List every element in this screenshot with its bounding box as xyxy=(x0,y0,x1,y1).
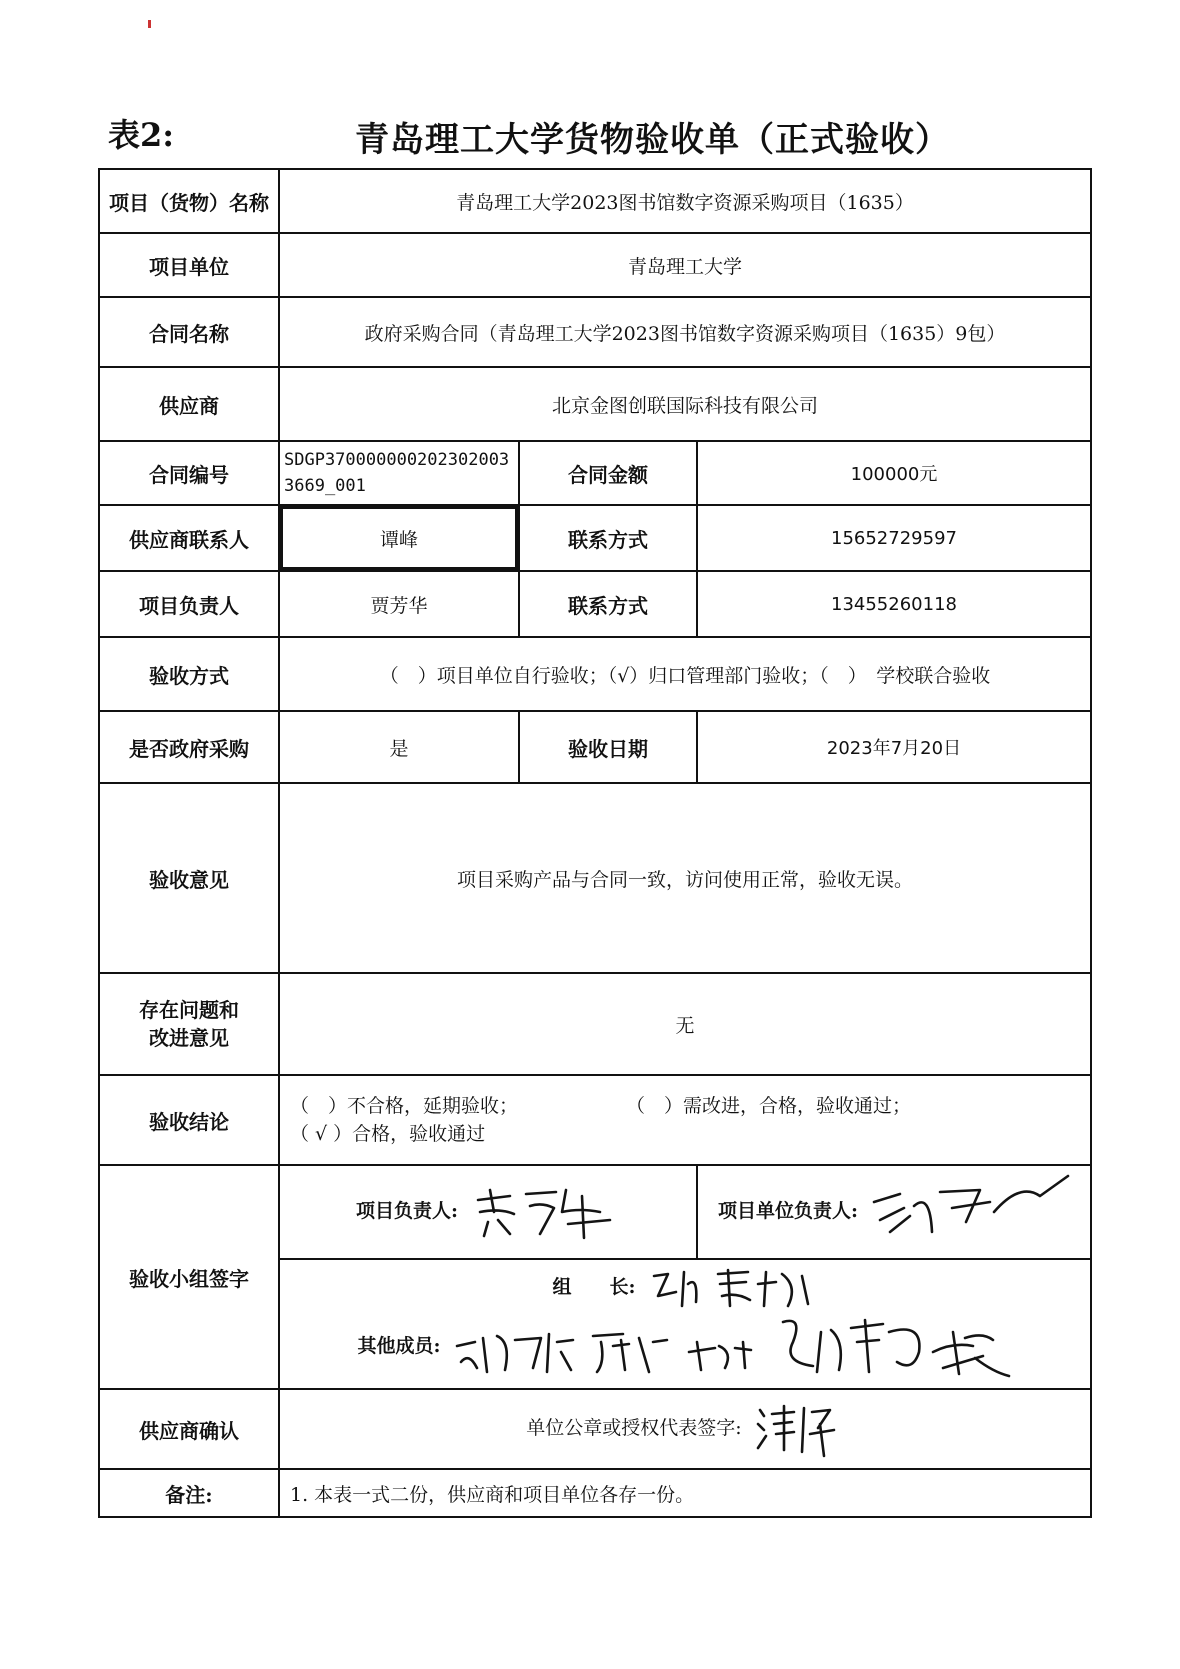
value-conclusion xyxy=(279,1075,1091,1165)
label-supplier-contact: 供应商联系人 xyxy=(99,505,279,571)
document-title: 青岛理工大学货物验收单（正式验收） xyxy=(355,120,950,160)
row-project-unit xyxy=(99,233,1091,297)
label-project-unit: 项目单位 xyxy=(99,233,279,297)
label-contract-amount: 合同金额 xyxy=(519,441,697,505)
row-contract-no xyxy=(99,441,1091,505)
value-remarks: 1. 本表一式二份，供应商和项目单位各存一份。 xyxy=(279,1469,1091,1517)
row-contract-name xyxy=(99,297,1091,367)
value-contract-name: 政府采购合同（青岛理工大学2023图书馆数字资源采购项目（1635）9包） xyxy=(279,297,1091,367)
label-project-lead: 项目负责人 xyxy=(99,571,279,637)
row-remarks xyxy=(99,1469,1091,1517)
label-sign-project-lead: 项目负责人: xyxy=(355,1200,458,1222)
value-supplier-contact: 谭峰 xyxy=(279,505,519,571)
signature-unit-lead-image xyxy=(870,1172,1070,1252)
acceptance-form-table xyxy=(98,168,1092,1518)
ink-mark xyxy=(148,20,151,28)
label-sign-unit-lead: 项目单位负责人: xyxy=(717,1200,858,1222)
row-supplier-confirm xyxy=(99,1389,1091,1469)
row-acceptance-method xyxy=(99,637,1091,711)
signature-leader-image xyxy=(648,1266,818,1310)
value-supplier-phone: 15652729597 xyxy=(697,505,1091,571)
label-contract-no: 合同编号 xyxy=(99,441,279,505)
label-supplier-seal: 单位公章或授权代表签字: xyxy=(526,1417,742,1439)
table-label: 表2: xyxy=(108,116,175,154)
label-signatures: 验收小组签字 xyxy=(99,1165,279,1389)
signature-project-lead xyxy=(279,1165,697,1259)
label-project-name: 项目（货物）名称 xyxy=(99,169,279,233)
label-gov-purchase: 是否政府采购 xyxy=(99,711,279,783)
label-issues xyxy=(99,973,279,1075)
label-acceptance-method: 验收方式 xyxy=(99,637,279,711)
label-contract-name: 合同名称 xyxy=(99,297,279,367)
signature-supplier-image xyxy=(754,1400,844,1458)
label-supplier-confirm: 供应商确认 xyxy=(99,1389,279,1469)
value-project-lead: 贾芳华 xyxy=(279,571,519,637)
value-project-name: 青岛理工大学2023图书馆数字资源采购项目（1635） xyxy=(279,169,1091,233)
label-acceptance-date: 验收日期 xyxy=(519,711,697,783)
label-supplier-phone: 联系方式 xyxy=(519,505,697,571)
label-conclusion: 验收结论 xyxy=(99,1075,279,1165)
value-contract-no: SDGP370000000202302003 3669_001 xyxy=(279,441,519,505)
conclusion-option-pass: （ √ ）合格，验收通过 xyxy=(290,1123,486,1145)
row-issues xyxy=(99,973,1091,1075)
value-acceptance-method: （ ）项目单位自行验收；（√）归口管理部门验收；（ ） 学校联合验收 xyxy=(279,637,1091,711)
signature-unit-lead xyxy=(697,1165,1091,1259)
label-lead-phone: 联系方式 xyxy=(519,571,697,637)
value-acceptance-opinion: 项目采购产品与合同一致，访问使用正常，验收无误。 xyxy=(279,783,1091,973)
label-supplier: 供应商 xyxy=(99,367,279,441)
conclusion-option-fail: （ ）不合格，延期验收； xyxy=(290,1095,519,1117)
row-gov-purchase xyxy=(99,711,1091,783)
signature-members-image xyxy=(453,1312,1013,1382)
signature-lead-image xyxy=(470,1182,620,1242)
row-signatures-top xyxy=(99,1165,1091,1259)
value-project-unit: 青岛理工大学 xyxy=(279,233,1091,297)
value-acceptance-date: 2023年7月20日 xyxy=(697,711,1091,783)
row-project-lead xyxy=(99,571,1091,637)
label-sign-members: 其他成员: xyxy=(357,1335,441,1357)
conclusion-option-improve: （ ）需改进，合格，验收通过； xyxy=(626,1095,912,1117)
label-acceptance-opinion: 验收意见 xyxy=(99,783,279,973)
row-conclusion xyxy=(99,1075,1091,1165)
value-gov-purchase: 是 xyxy=(279,711,519,783)
label-issues-line1: 存在问题和 xyxy=(139,998,239,1022)
value-lead-phone: 13455260118 xyxy=(697,571,1091,637)
signature-members xyxy=(279,1259,1091,1389)
label-sign-leader: 组 长: xyxy=(552,1276,636,1298)
row-project-name xyxy=(99,169,1091,233)
value-contract-amount: 100000元 xyxy=(697,441,1091,505)
label-issues-line2: 改进意见 xyxy=(149,1026,229,1050)
value-supplier-confirm xyxy=(279,1389,1091,1469)
label-remarks: 备注: xyxy=(99,1469,279,1517)
row-supplier-contact xyxy=(99,505,1091,571)
row-supplier xyxy=(99,367,1091,441)
value-issues: 无 xyxy=(279,973,1091,1075)
value-supplier: 北京金图创联国际科技有限公司 xyxy=(279,367,1091,441)
row-acceptance-opinion xyxy=(99,783,1091,973)
